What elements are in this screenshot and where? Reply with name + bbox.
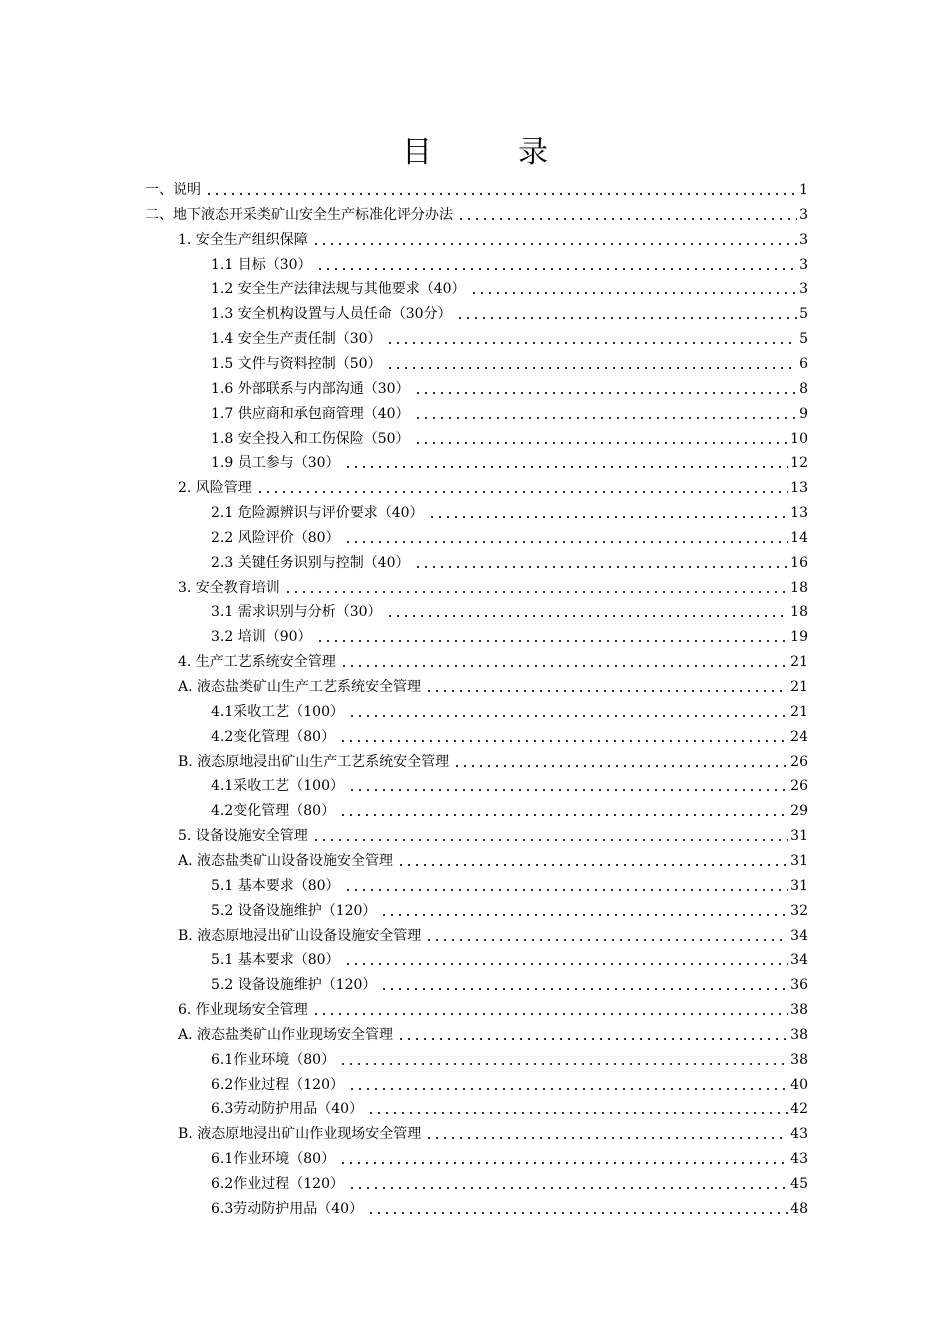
toc-dot-leader [344, 466, 789, 468]
toc-entry-page: 13 [790, 505, 808, 522]
toc-entry[interactable] [211, 946, 808, 970]
toc-dot-leader [348, 1187, 788, 1189]
toc-entry[interactable] [211, 797, 808, 821]
toc-entry[interactable] [211, 1046, 808, 1070]
toc-entry[interactable] [211, 698, 808, 722]
toc-entry-page: 21 [790, 654, 808, 671]
toc-entry-page: 31 [790, 852, 808, 869]
toc-entry-label: 5.2 设备设施维护（120） [211, 977, 377, 994]
toc-entry-label: 4.2变化管理（80） [211, 803, 336, 820]
toc-entry[interactable] [211, 872, 808, 896]
toc-dot-leader [397, 864, 788, 866]
toc-entry-page: 42 [790, 1101, 808, 1118]
toc-entry[interactable] [178, 748, 808, 772]
toc-entry-page: 31 [790, 877, 808, 894]
toc-entry-label: 6.3劳动防护用品（40） [211, 1101, 364, 1118]
toc-dot-leader [344, 963, 789, 965]
toc-entry-label: 2. 风险管理 [178, 480, 252, 497]
toc-dot-leader [348, 715, 788, 717]
toc-entry-page: 5 [799, 331, 808, 348]
toc-entry-label: 4.2变化管理（80） [211, 728, 336, 745]
toc-entry-page: 21 [790, 703, 808, 720]
toc-entry[interactable] [211, 1095, 808, 1119]
toc-dot-leader [425, 939, 788, 941]
toc-entry[interactable] [178, 648, 808, 672]
toc-entry-label: 2.2 风险评价（80） [211, 529, 340, 546]
toc-entry-page: 10 [790, 430, 808, 447]
toc-entry-label: 1.8 安全投入和工伤保险（50） [211, 430, 410, 447]
toc-dot-leader [457, 218, 797, 220]
toc-dot-leader [425, 690, 788, 692]
toc-entry[interactable] [211, 425, 808, 449]
toc-entry-label: 5.1 基本要求（80） [211, 877, 340, 894]
toc-dot-leader [312, 839, 788, 841]
toc-entry[interactable] [211, 1170, 808, 1194]
toc-entry[interactable] [211, 325, 808, 349]
toc-entry[interactable] [178, 226, 808, 250]
toc-entry-label: 1. 安全生产组织保障 [178, 231, 308, 248]
toc-entry-label: 1.6 外部联系与内部沟通（30） [211, 380, 410, 397]
toc-entry-label: B. 液态原地浸出矿山作业现场安全管理 [178, 1126, 422, 1143]
toc-entry-label: 1.2 安全生产法律法规与其他要求（40） [211, 281, 466, 298]
toc-entry[interactable] [211, 449, 808, 473]
toc-entry-page: 14 [790, 529, 808, 546]
toc-entry[interactable] [178, 847, 808, 871]
toc-dot-leader [205, 193, 797, 195]
toc-entry-label: 6.3劳动防护用品（40） [211, 1200, 364, 1217]
toc-entry[interactable] [211, 772, 808, 796]
toc-entry-page: 3 [799, 281, 808, 298]
toc-entry-label: B. 液态原地浸出矿山生产工艺系统安全管理 [178, 753, 450, 770]
toc-entry-label: 5.1 基本要求（80） [211, 952, 340, 969]
toc-entry-page: 12 [790, 455, 808, 472]
toc-entry-page: 38 [790, 1026, 808, 1043]
toc-dot-leader [367, 1212, 788, 1214]
toc-entry-page: 29 [790, 803, 808, 820]
toc-dot-leader [339, 740, 788, 742]
toc-entry-page: 19 [790, 629, 808, 646]
toc-dot-leader [386, 342, 798, 344]
toc-entry[interactable] [178, 1120, 808, 1144]
toc-entry-page: 16 [790, 554, 808, 571]
toc-entry[interactable] [145, 176, 808, 200]
toc-entry-page: 18 [790, 604, 808, 621]
toc-entry-page: 1 [799, 182, 808, 198]
toc-entry[interactable] [211, 275, 808, 299]
toc-entry-label: 2.1 危险源辨识与评价要求（40） [211, 505, 424, 522]
toc-entry[interactable] [211, 723, 808, 747]
toc-entry-label: A. 液态盐类矿山设备设施安全管理 [178, 852, 394, 869]
toc-entry-label: 6.2作业过程（120） [211, 1176, 344, 1192]
toc-entry[interactable] [211, 549, 808, 573]
toc-entry-page: 36 [790, 977, 808, 994]
toc-dot-leader [414, 566, 789, 568]
toc-dot-leader [367, 1112, 788, 1114]
toc-entry[interactable] [211, 524, 808, 548]
toc-entry-page: 32 [790, 902, 808, 919]
toc-entry-label: 1.9 员工参与（30） [211, 455, 340, 472]
toc-entry[interactable] [211, 350, 808, 374]
toc-dot-leader [316, 268, 798, 270]
toc-entry-label: 6. 作业现场安全管理 [178, 1002, 308, 1019]
toc-entry-label: A. 液态盐类矿山作业现场安全管理 [178, 1026, 394, 1043]
toc-dot-leader [397, 1038, 788, 1040]
toc-entry-label: A. 液态盐类矿山生产工艺系统安全管理 [178, 679, 422, 695]
toc-entry-page: 38 [790, 1051, 808, 1068]
toc-entry[interactable] [211, 375, 808, 399]
toc-entry-page: 34 [790, 952, 808, 969]
toc-entry[interactable] [178, 474, 808, 498]
toc-dot-leader [414, 392, 798, 394]
toc-dot-leader [339, 1162, 788, 1164]
toc-entry-page: 48 [790, 1200, 808, 1217]
toc-title: 目 录 [402, 135, 576, 170]
toc-dot-leader [339, 814, 788, 816]
toc-entry[interactable] [211, 1195, 808, 1219]
toc-entry-page: 5 [799, 306, 808, 323]
toc-dot-leader [456, 317, 798, 319]
toc-entry-page: 43 [790, 1151, 808, 1168]
toc-entry-label: B. 液态原地浸出矿山设备设施安全管理 [178, 927, 422, 944]
toc-dot-leader [380, 988, 788, 990]
toc-entry-page: 3 [799, 206, 808, 223]
toc-dot-leader [428, 516, 789, 518]
toc-entry[interactable] [145, 201, 808, 225]
toc-entry[interactable] [178, 574, 808, 598]
toc-dot-leader [284, 591, 788, 593]
toc-dot-leader [340, 665, 788, 667]
toc-dot-leader [386, 367, 798, 369]
toc-dot-leader [470, 292, 798, 294]
toc-entry-label: 一、说明 [145, 182, 201, 198]
toc-entry-label: 二、地下液态开采类矿山安全生产标准化评分办法 [145, 206, 453, 223]
toc-dot-leader [380, 914, 788, 916]
toc-entry-page: 6 [799, 355, 808, 372]
toc-entry[interactable] [211, 623, 808, 647]
toc-entry-page: 18 [790, 579, 808, 596]
toc-entry-page: 21 [790, 679, 808, 695]
toc-entry[interactable] [178, 922, 808, 946]
toc-dot-leader [312, 243, 797, 245]
toc-entry[interactable] [178, 996, 808, 1020]
toc-entry-label: 1.4 安全生产责任制（30） [211, 331, 382, 348]
toc-entry-page: 40 [790, 1076, 808, 1093]
toc-dot-leader [425, 1137, 788, 1139]
toc-entry-label: 6.1作业环境（80） [211, 1151, 336, 1168]
toc-entry[interactable] [211, 1145, 808, 1169]
toc-entry-label: 4. 生产工艺系统安全管理 [178, 654, 336, 671]
toc-dot-leader [256, 491, 788, 493]
toc-entry[interactable] [178, 673, 808, 697]
toc-entry[interactable] [211, 499, 808, 523]
toc-entry-label: 1.5 文件与资料控制（50） [211, 355, 382, 372]
toc-dot-leader [348, 1088, 788, 1090]
toc-entry-label: 1.1 目标（30） [211, 256, 312, 273]
toc-entry[interactable] [211, 897, 808, 921]
toc-dot-leader [344, 889, 789, 891]
toc-entry-page: 3 [799, 231, 808, 248]
toc-entry[interactable] [211, 400, 808, 424]
toc-entry-page: 26 [790, 778, 808, 795]
toc-entry-page: 3 [799, 256, 808, 273]
toc-entry-label: 3.2 培训（90） [211, 629, 312, 646]
toc-dot-leader [312, 1013, 788, 1015]
toc-dot-leader [453, 765, 788, 767]
toc-dot-leader [386, 615, 789, 617]
toc-entry-page: 34 [790, 927, 808, 944]
toc-entry[interactable] [211, 1071, 808, 1095]
toc-entry-label: 3. 安全教育培训 [178, 579, 280, 596]
toc-entry[interactable] [211, 598, 808, 622]
toc-dot-leader [414, 417, 798, 419]
toc-dot-leader [316, 640, 789, 642]
toc-entry-label: 1.3 安全机构设置与人员任命（30分） [211, 306, 452, 323]
toc-entry[interactable] [211, 300, 808, 324]
toc-entry[interactable] [211, 251, 808, 275]
toc-entry-page: 43 [790, 1126, 808, 1143]
toc-entry-page: 13 [790, 480, 808, 497]
toc-entry-label: 4.1采收工艺（100） [211, 778, 344, 795]
toc-entry-page: 26 [790, 753, 808, 770]
toc-entry-label: 1.7 供应商和承包商管理（40） [211, 405, 410, 422]
toc-dot-leader [348, 789, 788, 791]
toc-dot-leader [339, 1063, 788, 1065]
toc-entry-page: 31 [790, 828, 808, 845]
toc-entry-label: 2.3 关键任务识别与控制（40） [211, 554, 410, 571]
toc-entry-label: 4.1采收工艺（100） [211, 703, 344, 720]
toc-entry-label: 3.1 需求识别与分析（30） [211, 604, 382, 621]
toc-entry-label: 5. 设备设施安全管理 [178, 828, 308, 845]
toc-entry[interactable] [178, 822, 808, 846]
toc-entry-page: 8 [799, 380, 808, 397]
toc-entry[interactable] [178, 1021, 808, 1045]
toc-entry-page: 45 [790, 1176, 808, 1192]
toc-entry-page: 24 [790, 728, 808, 745]
toc-entry-label: 6.2作业过程（120） [211, 1076, 344, 1093]
toc-dot-leader [344, 541, 789, 543]
toc-entry-label: 6.1作业环境（80） [211, 1051, 336, 1068]
toc-entry-page: 9 [799, 405, 808, 422]
toc-dot-leader [414, 442, 789, 444]
toc-entry-label: 5.2 设备设施维护（120） [211, 902, 377, 919]
toc-entry-page: 38 [790, 1002, 808, 1019]
toc-entry[interactable] [211, 971, 808, 995]
